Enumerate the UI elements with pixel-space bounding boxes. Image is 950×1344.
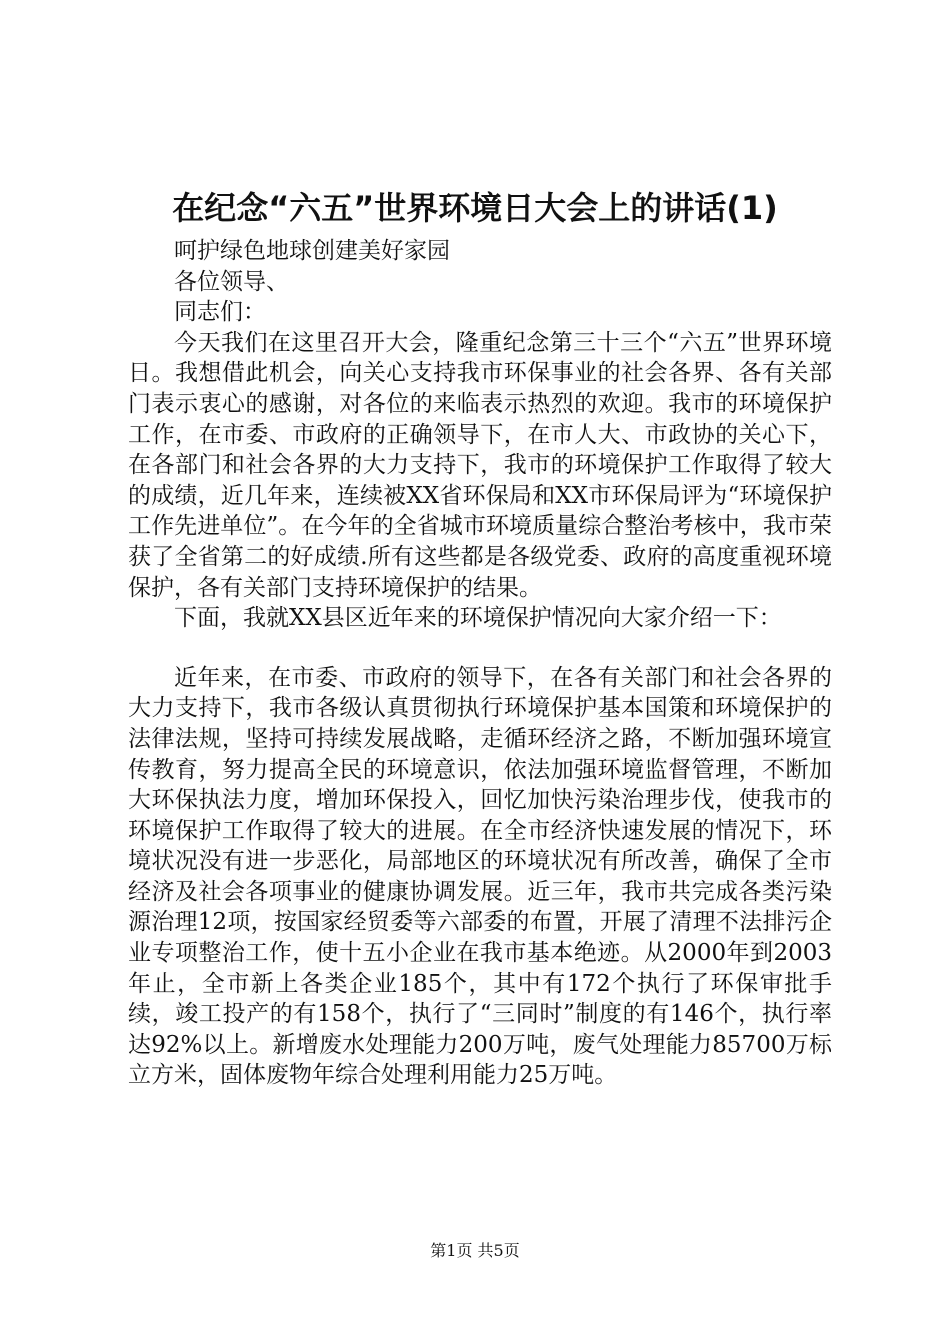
- subtitle: 呵护绿色地球创建美好家园: [174, 238, 450, 264]
- salutation-comrades: 同志们：: [174, 299, 266, 326]
- paragraph-opening: 今天我们在这里召开大会，隆重纪念第三十三个“六五”世界环境日。我想借此机会，向关心支持我市环保事业的社会各界、各有关部门表示衷心的感谢，对各位的来临表示热烈的欢迎。我市的环境保护工作，在市委、市政府的正确领导下，在市人大、市政协的关心下，在各部门和社会各界的大力支持下，我市的环境保护工作取得了较大的成绩，近几年来，连续被XX省环保局和XX市环保局评为“环境保护工作先进单位”。在今年的全省城市环境质量综合整治考核中，我市荣获了全省第二的好成绩.所有这些都是各级党委、政府的高度重视环境保护，各有关部门支持环境保护的结果。: [128, 329, 832, 601]
- document-body: [128, 236, 832, 1091]
- paragraph-progress: 近年来，在市委、市政府的领导下，在各有关部门和社会各界的大力支持下，我市各级认真贯彻执行环境保护基本国策和环境保护的法律法规，坚持可持续发展战略，走循环经济之路，不断加强环境宣传教育，努力提高全民的环境意识，依法加强环境监督管理，不断加大环保执法力度，增加环保投入，回忆加快污染治理步伐，使我市的环境保护工作取得了较大的进展。在全市经济快速发展的情况下，环境状况没有进一步恶化，局部地区的环境状况有所改善，确保了全市经济及社会各项事业的健康协调发展。近三年，我市共完成各类污染源治理12项，按国家经贸委等六部委的布置，开展了清理不法排污企业专项整治工作，使十五小企业在我市基本绝迹。从2000年到2003年止，全市新上各类企业185个，其中有172个执行了环保审批手续，竣工投产的有158个，执行了“三同时”制度的有146个，执行率达92%以上。新增废水处理能力200万吨，废气处理能力85700万标立方米，固体废物年综合处理利用能力25万吨。: [128, 664, 832, 1089]
- document-title: 在纪念“六五”世界环境日大会上的讲话(1): [172, 189, 778, 227]
- paragraph-introduction: 下面，我就XX县区近年来的环境保护情况向大家介绍一下：: [174, 605, 782, 632]
- salutation-leaders: 各位领导、: [174, 268, 289, 295]
- page-footer: 第1页 共5页: [430, 1241, 520, 1260]
- paragraph-spacer: [128, 634, 832, 663]
